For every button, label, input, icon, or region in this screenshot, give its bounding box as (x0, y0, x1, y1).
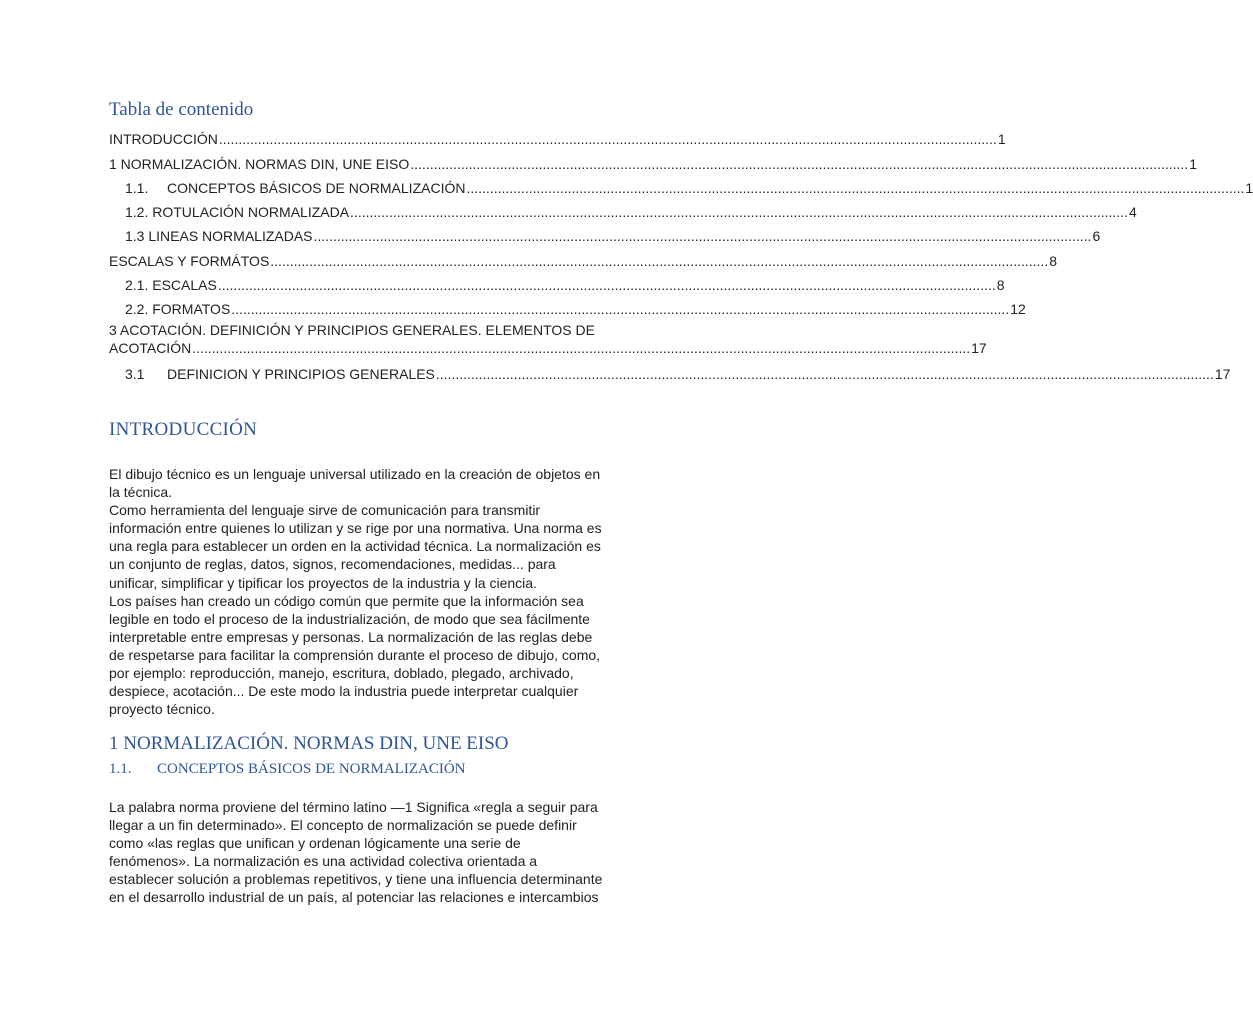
toc-leader-dots: ........................................................................................................................................................................................................ (466, 179, 1245, 196)
toc-entry-number: 3.1 (125, 365, 145, 382)
toc-title: Tabla de contenido (109, 99, 254, 120)
toc-leader-dots: ........................................................................................................................................................................................................ (217, 277, 996, 294)
text-line: unificar, simplificar y tipificar los proyectos de la industria y la ciencia. (109, 574, 537, 591)
text-line: en el desarrollo industrial de un país, al potenciar las relaciones e intercambios (109, 889, 599, 906)
toc-leader-dots: ........................................................................................................................................................................................................ (231, 301, 1010, 318)
toc-leader-dots: ........................................................................................................................................................................................................ (192, 340, 971, 357)
toc-entry-text: INTRODUCCIÓN (109, 131, 218, 148)
toc-entry-page: 8 (996, 277, 1005, 294)
toc-entry-page: 1 (1189, 155, 1197, 172)
text-line: fenómenos». La normalización es una actividad colectiva orientada a (109, 853, 538, 870)
toc-entry-escalas-formatos[interactable] (109, 244, 1058, 269)
text-line: la técnica. (109, 484, 173, 501)
subsection-number: 1.1. (109, 761, 132, 777)
normalizacion-paragraph (109, 798, 655, 907)
text-line: establecer solución a problemas repetitivos, y tiene una influencia determinante (109, 871, 603, 888)
toc-entry-escalas[interactable] (109, 269, 1005, 294)
toc-leader-dots: ........................................................................................................................................................................................................ (270, 252, 1049, 269)
toc-entry-page: 6 (1092, 228, 1101, 245)
text-line: interpretable entre empresas y personas. La normalización de las reglas debe (109, 628, 593, 645)
text-line: La palabra norma proviene del término latino —1 Significa «regla a seguir para (109, 799, 598, 815)
toc-leader-dots: ........................................................................................................................................................................................................ (410, 155, 1189, 172)
section-heading-introduccion: INTRODUCCIÓN (109, 419, 258, 440)
toc-entry-page: 17 (971, 340, 987, 357)
toc-entry-page: 1 (997, 131, 1006, 148)
toc-entry-text: 2.2. FORMATOS (125, 301, 231, 318)
toc-entry-text: ESCALAS Y FORMÁTOS (109, 252, 270, 269)
text-line: información entre quienes lo utilizan y se rige por una normativa. Una norma es (109, 520, 602, 537)
text-line: llegar a un fin determinado». El concepto de normalización se puede definir (109, 817, 577, 834)
table-of-contents (109, 123, 1253, 382)
toc-entry-text: 1.3 LINEAS NORMALIZADAS (125, 228, 313, 245)
toc-entry-page: 17 (1214, 365, 1231, 382)
toc-entry-text: 1 NORMALIZACIÓN. NORMAS DIN, UNE EISO (109, 155, 410, 172)
text-line: un conjunto de reglas, datos, signos, recomendaciones, medidas... para (109, 556, 556, 573)
toc-entry-text: 1.2. ROTULACIÓN NORMALIZADA (125, 204, 350, 221)
toc-entry-lineas[interactable] (109, 220, 1101, 245)
section-heading-normalizacion: 1 NORMALIZACIÓN. NORMAS DIN, UNE EISO (109, 733, 509, 754)
introduccion-paragraph (109, 465, 655, 718)
toc-leader-dots: ........................................................................................................................................................................................................ (313, 228, 1092, 245)
toc-entry-rotulacion[interactable] (109, 196, 1137, 221)
toc-entry-page: 12 (1010, 301, 1026, 318)
toc-entry-definicion[interactable] (109, 357, 1231, 382)
toc-entry-normalizacion[interactable] (109, 147, 1197, 172)
text-line: una regla para establecer un orden en la actividad técnica. La normalización es (109, 538, 601, 555)
toc-entry-introduccion[interactable] (109, 123, 1006, 148)
toc-entry-page: 4 (1128, 204, 1137, 221)
subsection-heading-conceptos (109, 761, 466, 778)
toc-entry-number: 1.1. (125, 179, 149, 196)
text-line: de respetarse para facilitar la comprensión durante el proceso de dibujo, como, (109, 646, 601, 663)
toc-leader-dots: ........................................................................................................................................................................................................ (350, 204, 1128, 221)
toc-leader-dots: ........................................................................................................................................................................................................ (435, 365, 1214, 382)
text-line: por ejemplo: reproducción, manejo, escritura, doblado, plegado, archivado, (109, 665, 574, 682)
toc-entry-page: 1 (1245, 179, 1253, 196)
toc-entry-text (125, 180, 465, 196)
text-line: Como herramienta del lenguaje sirve de comunicación para transmitir (109, 502, 541, 519)
text-line: legible en todo el proceso de la industrialización, de modo que sea fácilmente (109, 610, 590, 627)
toc-entry-text-line1: 3 ACOTACIÓN. DEFINICIÓN Y PRINCIPIOS GENERALES. ELEMENTOS DE (109, 322, 595, 339)
toc-entry-text: 2.1. ESCALAS (125, 277, 217, 294)
toc-entry-title: DEFINICION Y PRINCIPIOS GENERALES (167, 365, 435, 382)
text-line: como «las reglas que unifican y ordenan lógicamente una serie de (109, 835, 521, 852)
toc-entry-title: CONCEPTOS BÁSICOS DE NORMALIZACIÓN (167, 179, 466, 196)
text-line: despiece, acotación... De este modo la industria puede interpretar cualquier (109, 683, 579, 700)
text-line: El dibujo técnico es un lenguaje universal utilizado en la creación de objetos en (109, 466, 601, 482)
toc-entry-conceptos-basicos[interactable] (109, 172, 1253, 196)
toc-entry-page: 8 (1049, 252, 1058, 269)
toc-entry-text (125, 366, 435, 382)
subsection-title: CONCEPTOS BÁSICOS DE NORMALIZACIÓN (157, 761, 466, 777)
toc-entry-acotacion[interactable] (109, 317, 987, 357)
text-line: Los países han creado un código común que permite que la información sea (109, 592, 584, 609)
toc-leader-dots: ........................................................................................................................................................................................................ (218, 131, 997, 148)
text-line: proyecto técnico. (109, 701, 215, 718)
toc-entry-formatos[interactable] (109, 293, 1026, 318)
toc-entry-text-line2: ACOTACIÓN (109, 340, 192, 357)
